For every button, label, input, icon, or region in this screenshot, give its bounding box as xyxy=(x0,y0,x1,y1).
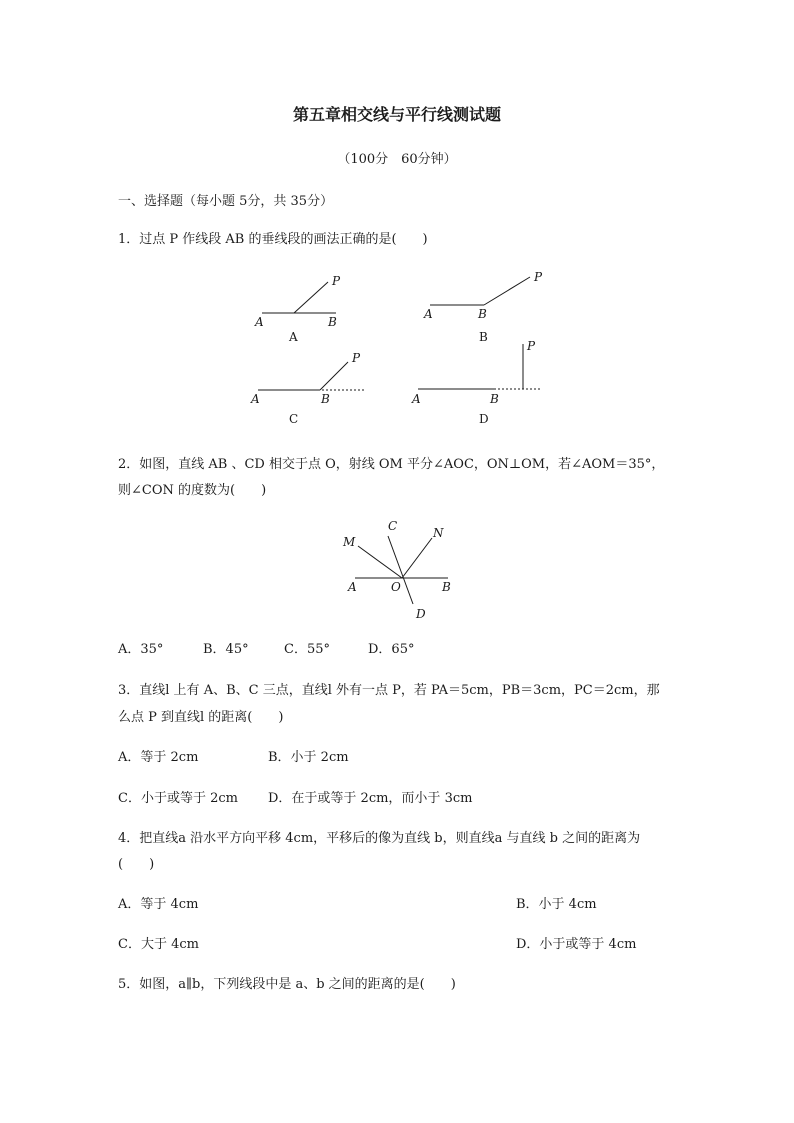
page-title: 第五章相交线与平行线测试题 xyxy=(292,105,501,124)
q2-option-a: A．35° xyxy=(118,642,164,657)
q1b-point-p: P xyxy=(534,270,543,284)
q2-option-c: C．55° xyxy=(284,642,330,657)
q4-stem-line-1: 4．把直线a 沿水平方向平移 4cm，平移后的像为直线 b，则直线a 与直线 b 之间的距离为 xyxy=(118,831,641,846)
q2-label-n: N xyxy=(433,526,444,540)
q1a-point-p: P xyxy=(332,274,341,288)
q2-label-a: A xyxy=(348,580,357,594)
q1c-point-a: A xyxy=(251,392,260,406)
q1-figure-label-c: C xyxy=(289,412,299,426)
q3-option-b: B．小于 2cm xyxy=(268,750,349,765)
q4-option-a: A．等于 4cm xyxy=(118,897,199,912)
q1d-point-p: P xyxy=(527,339,536,353)
q1b-point-a: A xyxy=(424,307,433,321)
q4-option-d: D．小于或等于 4cm xyxy=(516,937,637,952)
q2-option-b: B．45° xyxy=(203,642,249,657)
q3-stem-line-1: 3．直线l 上有 A、B、C 三点，直线l 外有一点 P，若 PA＝5cm，PB＝3cm，PC＝2cm，那 xyxy=(118,683,660,698)
q3-option-d: D．在于或等于 2cm，而小于 3cm xyxy=(268,791,473,806)
q2-stem-line-1: 2．如图，直线 AB 、CD 相交于点 O，射线 OM 平分∠AOC，ON⊥OM，若∠AOM＝35°， xyxy=(118,457,665,472)
q1-figure-label-b: B xyxy=(479,330,488,344)
q1c-point-b: B xyxy=(321,392,330,406)
q1c-point-p: P xyxy=(352,351,361,365)
q1-stem: 1．过点 P 作线段 AB 的垂线段的画法正确的是( ) xyxy=(118,232,428,247)
q1-figure-label-a: A xyxy=(289,330,298,344)
q2-label-c: C xyxy=(388,519,398,533)
q1b-point-b: B xyxy=(478,307,487,321)
q2-label-b: B xyxy=(442,580,451,594)
section-heading: 一、选择题（每小题 5分，共 35分） xyxy=(118,194,334,209)
q2-label-m: M xyxy=(343,535,356,549)
q2-stem-line-2: 则∠CON 的度数为( ) xyxy=(118,483,267,498)
page-subtitle: （100分 60分钟） xyxy=(337,152,457,167)
q5-stem: 5．如图，a∥b，下列线段中是 a、b 之间的距离的是( ) xyxy=(118,977,456,992)
q1d-point-a: A xyxy=(412,392,421,406)
q1d-point-b: B xyxy=(490,392,499,406)
q3-stem-line-2: 么点 P 到直线l 的距离( ) xyxy=(118,710,284,725)
q2-label-o: O xyxy=(391,580,401,594)
q3-option-c: C．小于或等于 2cm xyxy=(118,791,238,806)
q4-option-c: C．大于 4cm xyxy=(118,937,199,952)
q4-stem-line-2: ( ) xyxy=(118,857,155,872)
q2-label-d: D xyxy=(416,607,426,621)
q1a-point-b: B xyxy=(328,315,337,329)
q4-option-b: B．小于 4cm xyxy=(516,897,597,912)
q1-figure-label-d: D xyxy=(479,412,489,426)
q2-option-d: D．65° xyxy=(368,642,415,657)
q3-option-a: A．等于 2cm xyxy=(118,750,199,765)
q1a-point-a: A xyxy=(255,315,264,329)
